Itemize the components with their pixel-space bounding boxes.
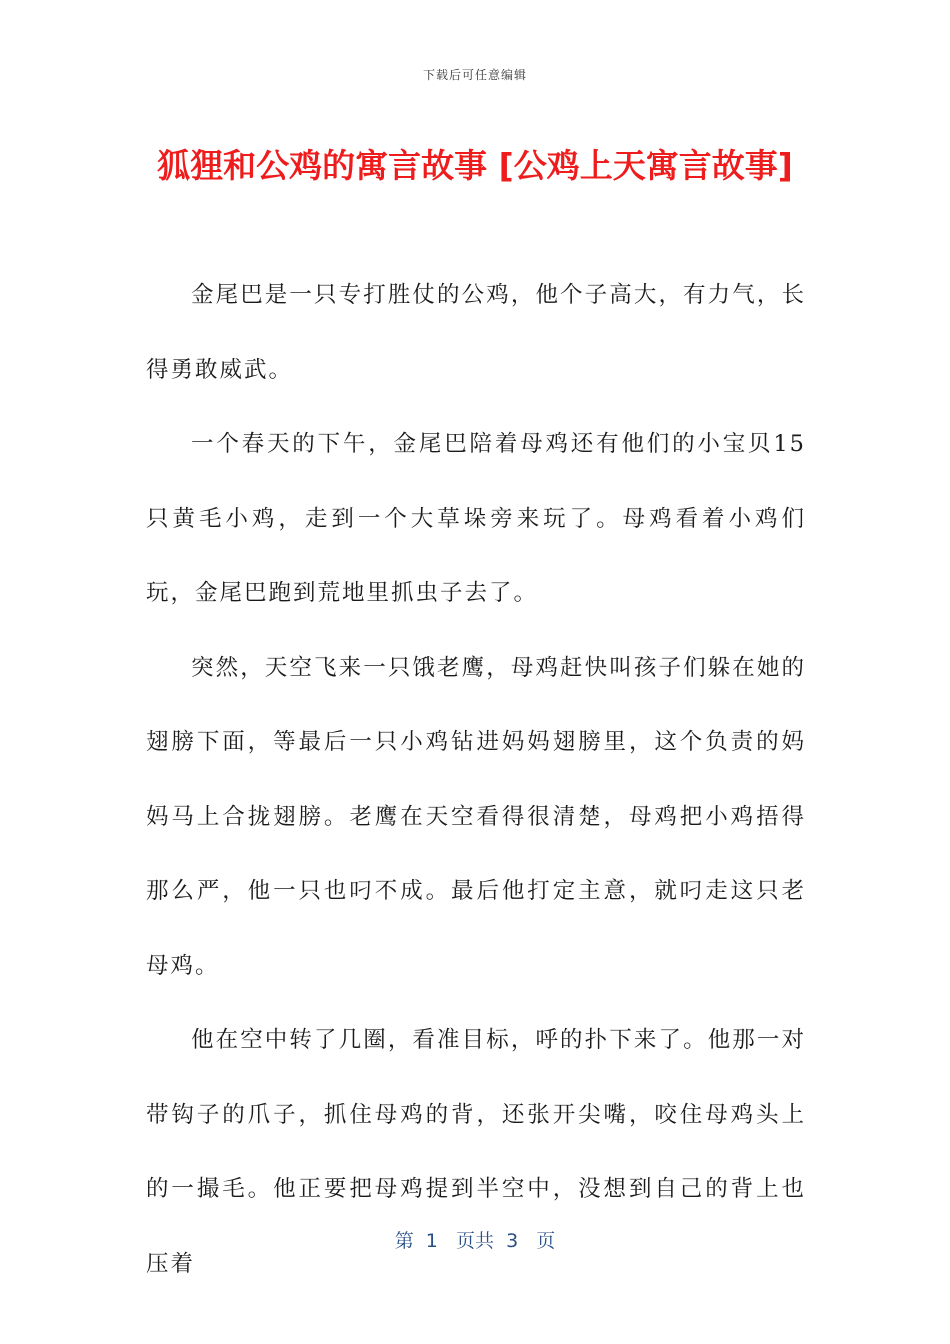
paragraph-4: 他在空中转了几圈，看准目标，呼的扑下来了。他那一对带钩子的爪子，抓住母鸡的背，还张开尖嘴，咬住母鸡头上的一撮毛。他正要把母鸡提到半空中，没想到自己的背上也压着: [146, 1027, 806, 1277]
paragraph-1: 金尾巴是一只专打胜仗的公鸡，他个子高大，有力气，长得勇敢威武。: [146, 282, 806, 383]
document-body: [146, 258, 806, 1301]
header-note: 下载后可任意编辑: [422, 68, 527, 82]
document-title: 狐狸和公鸡的寓言故事 [公鸡上天寓言故事]: [157, 146, 793, 185]
page-number-footer: 第 1 页共 3 页: [394, 1230, 556, 1252]
paragraph-3: 突然，天空飞来一只饿老鹰，母鸡赶快叫孩子们躲在她的翅膀下面，等最后一只小鸡钻进妈妈翅膀里，这个负责的妈妈马上合拢翅膀。老鹰在天空看得很清楚，母鸡把小鸡捂得那么严，他一只也叼不成。最后他打定主意，就叼走这只老母鸡。: [146, 654, 806, 979]
paragraph-2: 一个春天的下午，金尾巴陪着母鸡还有他们的小宝贝15只黄毛小鸡，走到一个大草垛旁来玩了。母鸡看着小鸡们玩，金尾巴跑到荒地里抓虫子去了。: [146, 431, 806, 606]
